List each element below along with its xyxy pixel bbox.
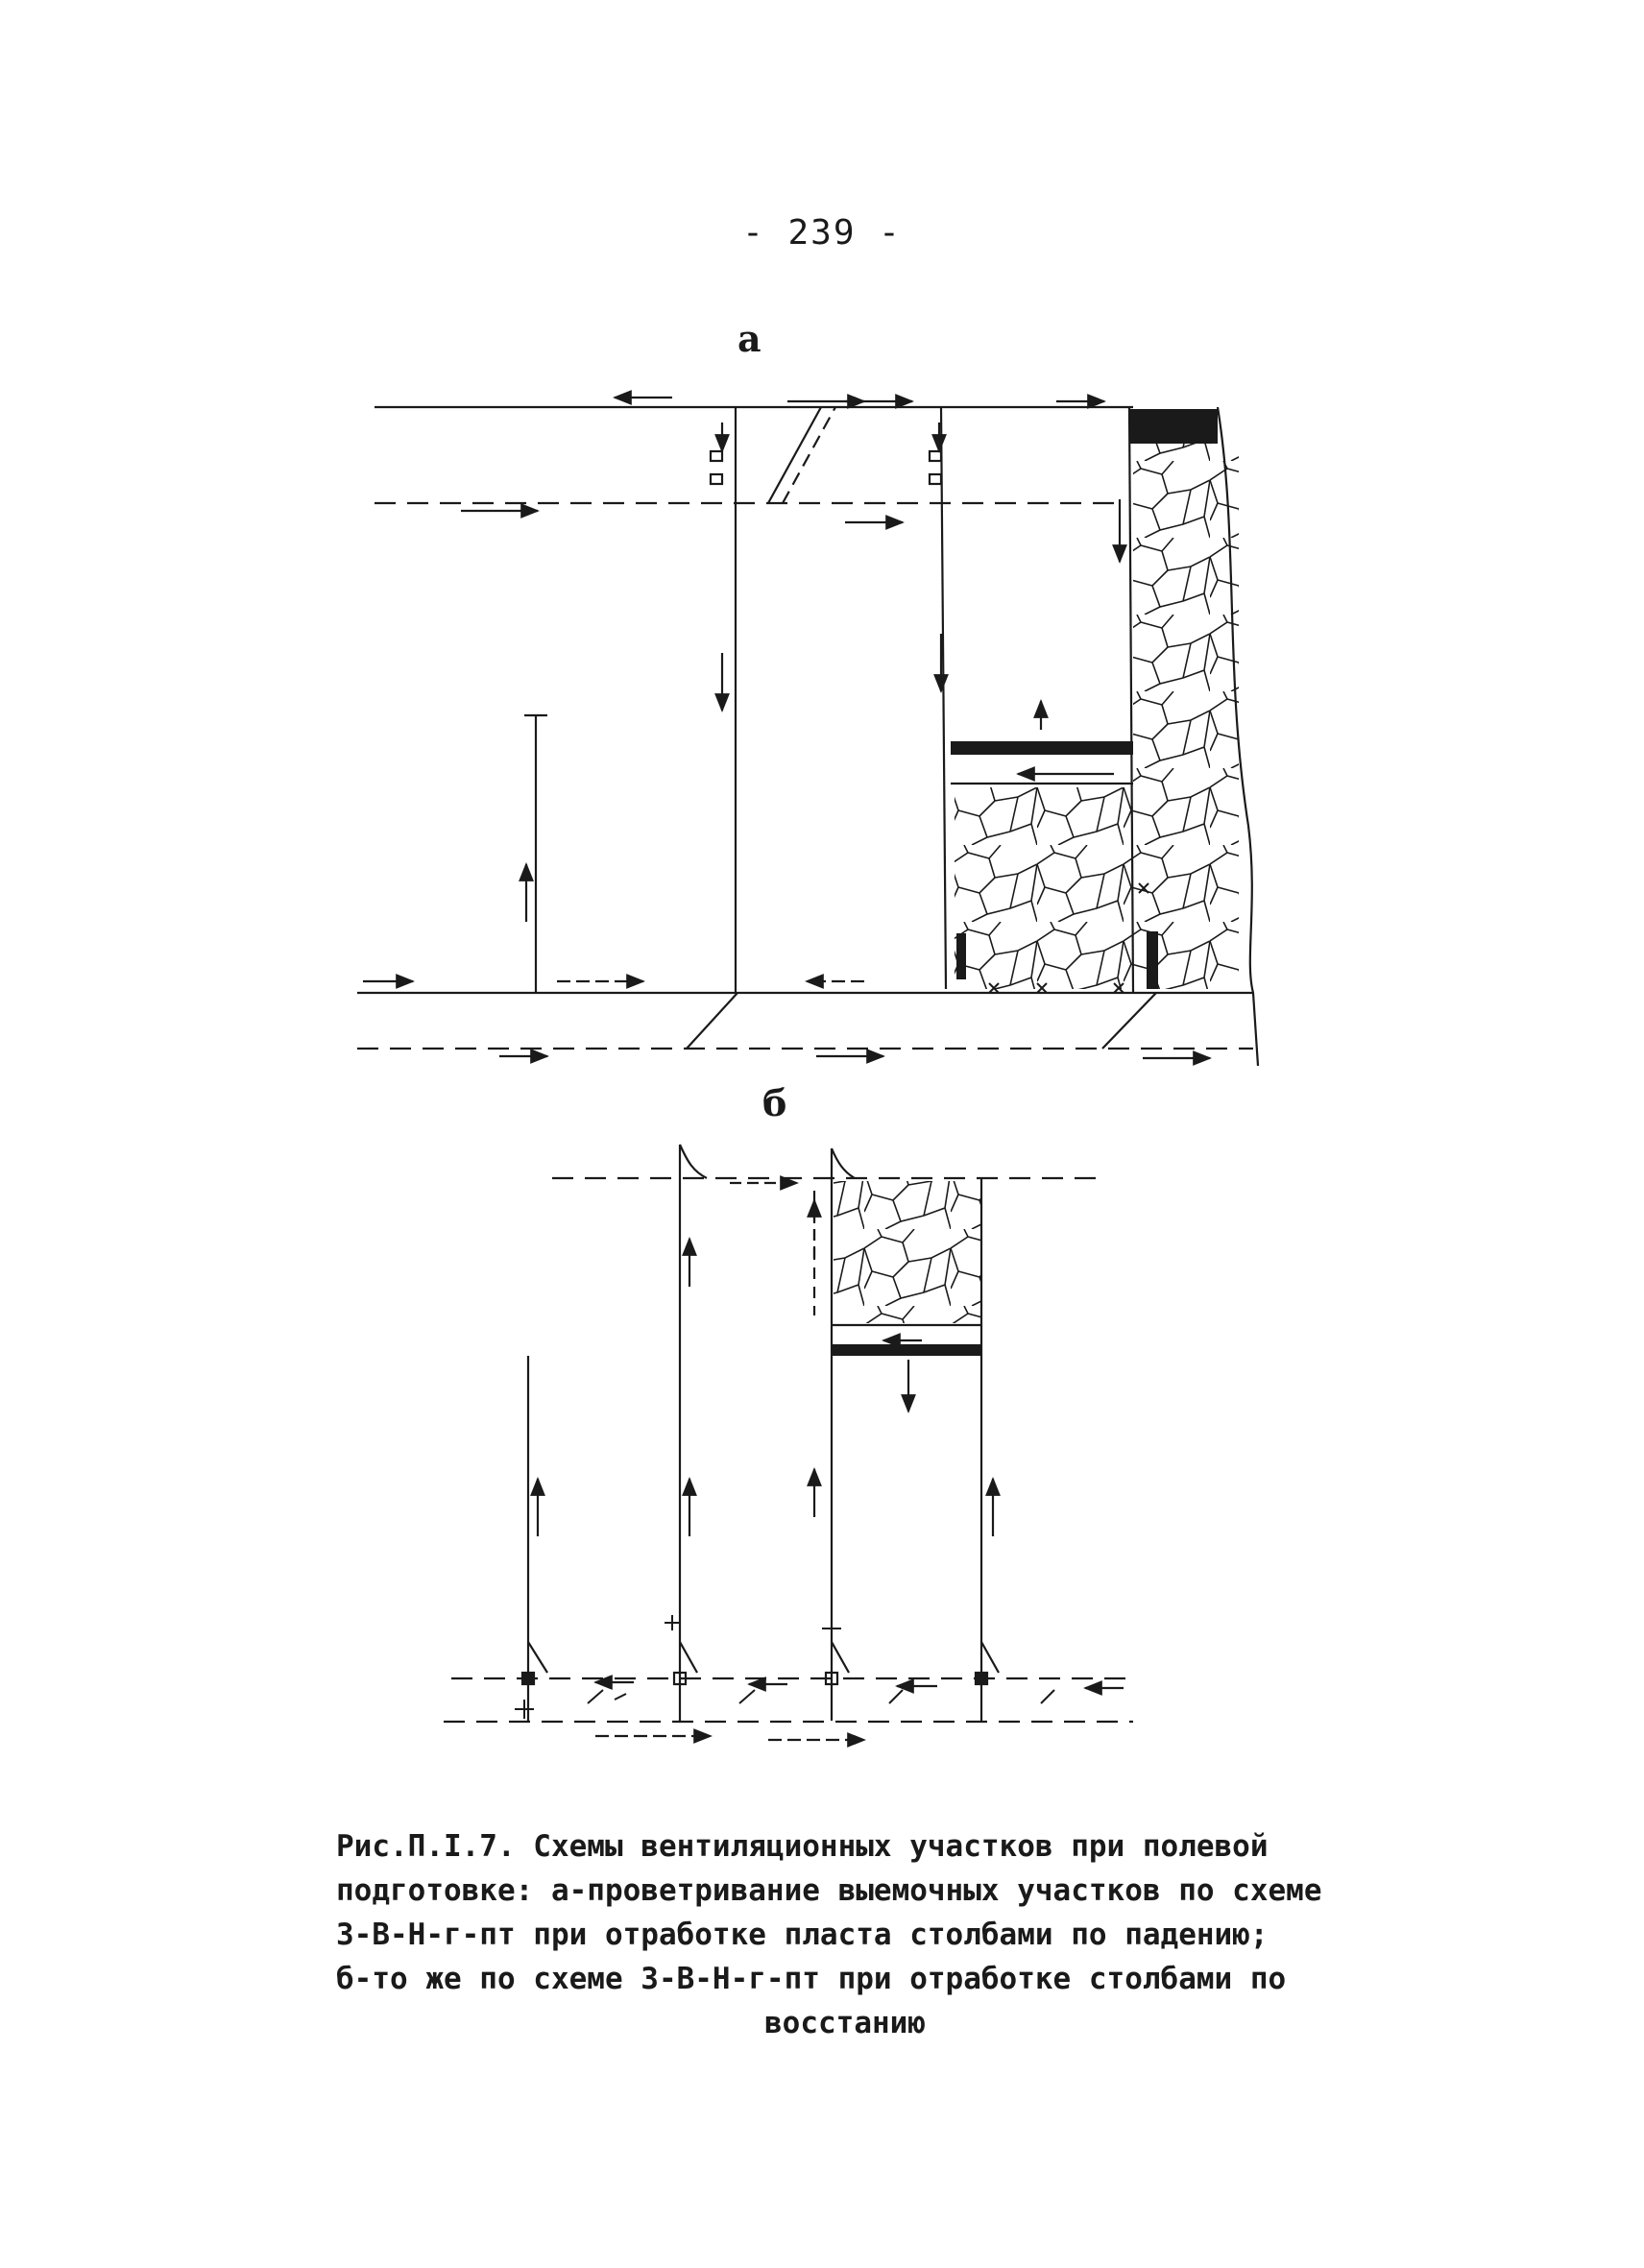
a-incline-2: [941, 407, 946, 989]
b-tie: [680, 1642, 697, 1673]
b-incline-3-hook: [832, 1148, 855, 1178]
a-goaf-right: [1133, 442, 1239, 989]
diagram-b: [444, 1145, 1133, 1740]
a-stopping-1: [956, 933, 966, 979]
diagram-b-label: б: [762, 1081, 787, 1124]
b-regulator-mark: [822, 1619, 841, 1638]
b-tie: [832, 1642, 849, 1673]
figure-caption: [336, 1824, 1354, 2045]
a-door-2: [711, 474, 722, 484]
a-stopping-2: [1147, 931, 1158, 989]
page-number: - 239 -: [742, 213, 902, 253]
b-regulator-mark: [588, 1690, 626, 1703]
a-diagonal-3: [687, 993, 737, 1049]
a-goaf-left: [955, 787, 1133, 989]
caption-line-2: подготовке: а-проветривание выемочных участков по схеме: [336, 1873, 1322, 1908]
b-tie: [528, 1642, 547, 1673]
caption-line-3: 3-В-Н-г-пт при отработке пласта столбами по падению;: [336, 1918, 1269, 1952]
a-diagonal-2: [783, 407, 835, 503]
diagram-a: [357, 398, 1258, 1066]
b-regulator-mark: [665, 1615, 680, 1630]
b-regulator-mark: [739, 1690, 755, 1703]
b-door-1: [522, 1673, 534, 1684]
b-door-4: [976, 1673, 987, 1684]
a-diagonal-1: [768, 407, 821, 503]
a-door-3: [930, 451, 941, 461]
b-incline-2-hook: [680, 1145, 707, 1178]
a-longwall-face: [951, 741, 1133, 755]
a-diagonal-4: [1102, 993, 1156, 1049]
caption-line-4: б-то же по схеме 3-В-Н-г-пт при отработке столбами по: [336, 1962, 1287, 1996]
a-door-1: [711, 451, 722, 461]
b-longwall-face: [832, 1344, 981, 1356]
a-door-4: [930, 474, 941, 484]
b-regulator-mark: [889, 1690, 903, 1703]
b-regulator-mark: [1041, 1690, 1054, 1703]
b-goaf: [834, 1181, 981, 1323]
caption-line-1: Рис.П.I.7. Схемы вентиляционных участков при полевой: [336, 1829, 1269, 1864]
caption-line-5: восстанию: [764, 2006, 926, 2040]
a-coal-block: [1129, 409, 1218, 444]
b-tie: [981, 1642, 999, 1673]
diagram-a-label: а: [737, 317, 762, 360]
b-regulator-mark: [515, 1700, 534, 1719]
